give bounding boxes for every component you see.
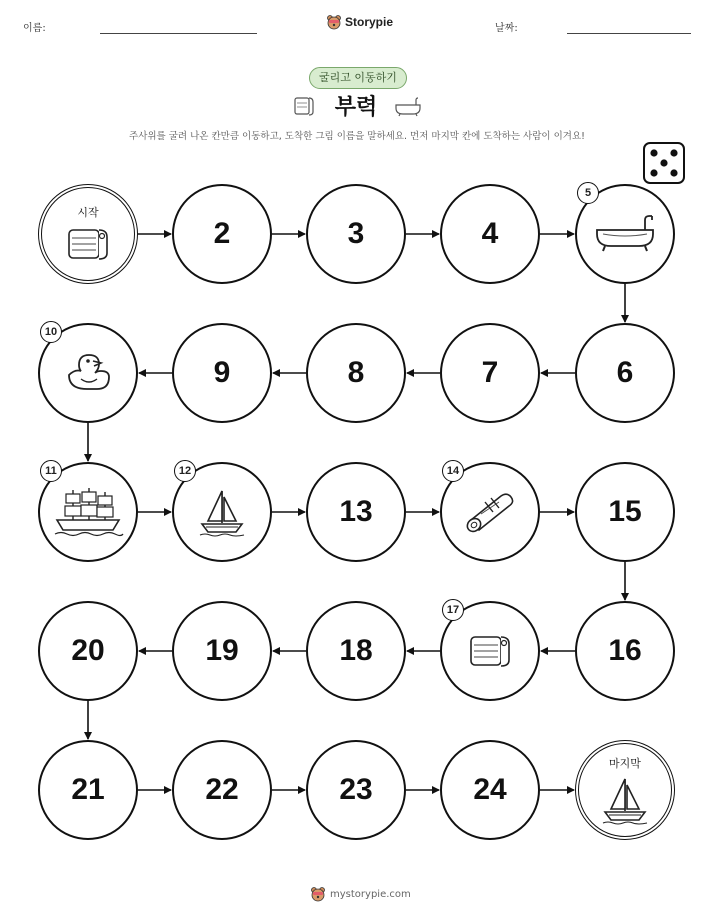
cell-number: 7 xyxy=(481,356,499,389)
cell-number: 21 xyxy=(71,773,105,806)
cell-number-badge: 10 xyxy=(40,321,62,343)
board-cell xyxy=(306,462,406,562)
towel-icon xyxy=(65,224,111,264)
cell-number: 2 xyxy=(213,217,231,250)
board-cell xyxy=(440,184,540,284)
cell-number: 23 xyxy=(339,773,373,806)
instructions: 주사위를 굴려 나온 칸만큼 이동하고, 도착한 그림 이름을 말하세요. 먼저 마지막 칸에 도착하는 사람이 이겨요! xyxy=(129,131,585,142)
board-cell xyxy=(575,323,675,423)
cell-number: 8 xyxy=(347,356,365,389)
brand-name: Storypie xyxy=(345,15,394,29)
board-cell xyxy=(38,740,138,840)
board-cell xyxy=(575,601,675,701)
footer-site: mystorypie.com xyxy=(330,888,411,900)
board-cell xyxy=(575,462,675,562)
cell-number-badge: 11 xyxy=(40,460,62,482)
page-title: 부력 xyxy=(334,95,378,120)
cell-number: 22 xyxy=(205,773,239,806)
bathtub-icon xyxy=(593,214,657,254)
board-cell xyxy=(306,601,406,701)
cell-number: 18 xyxy=(339,634,373,667)
date-label: 날짜: xyxy=(495,23,518,34)
ship-icon xyxy=(53,486,123,538)
finish-cell xyxy=(575,740,675,840)
board-cell xyxy=(172,740,272,840)
cell-number: 6 xyxy=(616,356,634,389)
start-cell xyxy=(38,184,138,284)
board-cell xyxy=(306,323,406,423)
cell-number: 9 xyxy=(213,356,231,389)
cell-number: 4 xyxy=(481,217,499,250)
cell-number: 3 xyxy=(347,217,365,250)
sailboat-icon xyxy=(601,775,649,825)
cell-number-badge: 12 xyxy=(174,460,196,482)
name-label: 이름: xyxy=(23,23,46,34)
board-cell xyxy=(172,323,272,423)
cell-number-badge: 14 xyxy=(442,460,464,482)
board-cell xyxy=(172,601,272,701)
start-label: 시작 xyxy=(77,206,99,219)
towel-icon xyxy=(467,631,513,671)
board-cell xyxy=(38,601,138,701)
cell-number-badge: 17 xyxy=(442,599,464,621)
board-cell xyxy=(306,184,406,284)
rubber-duck-icon xyxy=(63,351,113,395)
board-cell xyxy=(440,323,540,423)
cell-number: 15 xyxy=(608,495,642,528)
cell-number: 20 xyxy=(71,634,105,667)
activity-type-pill: 굴리고 이동하기 xyxy=(309,67,407,89)
log-icon xyxy=(463,490,517,534)
bear-icon xyxy=(310,886,326,902)
cell-number: 16 xyxy=(608,634,642,667)
footer xyxy=(310,886,411,902)
board-cell xyxy=(440,740,540,840)
cell-number-badge: 5 xyxy=(577,182,599,204)
board-cell xyxy=(306,740,406,840)
cell-number: 13 xyxy=(339,495,373,528)
cell-number: 24 xyxy=(473,773,507,806)
finish-label: 마지막 xyxy=(609,757,641,770)
board-cell xyxy=(172,184,272,284)
cell-number: 19 xyxy=(205,634,239,667)
sailboat-icon xyxy=(198,487,246,537)
